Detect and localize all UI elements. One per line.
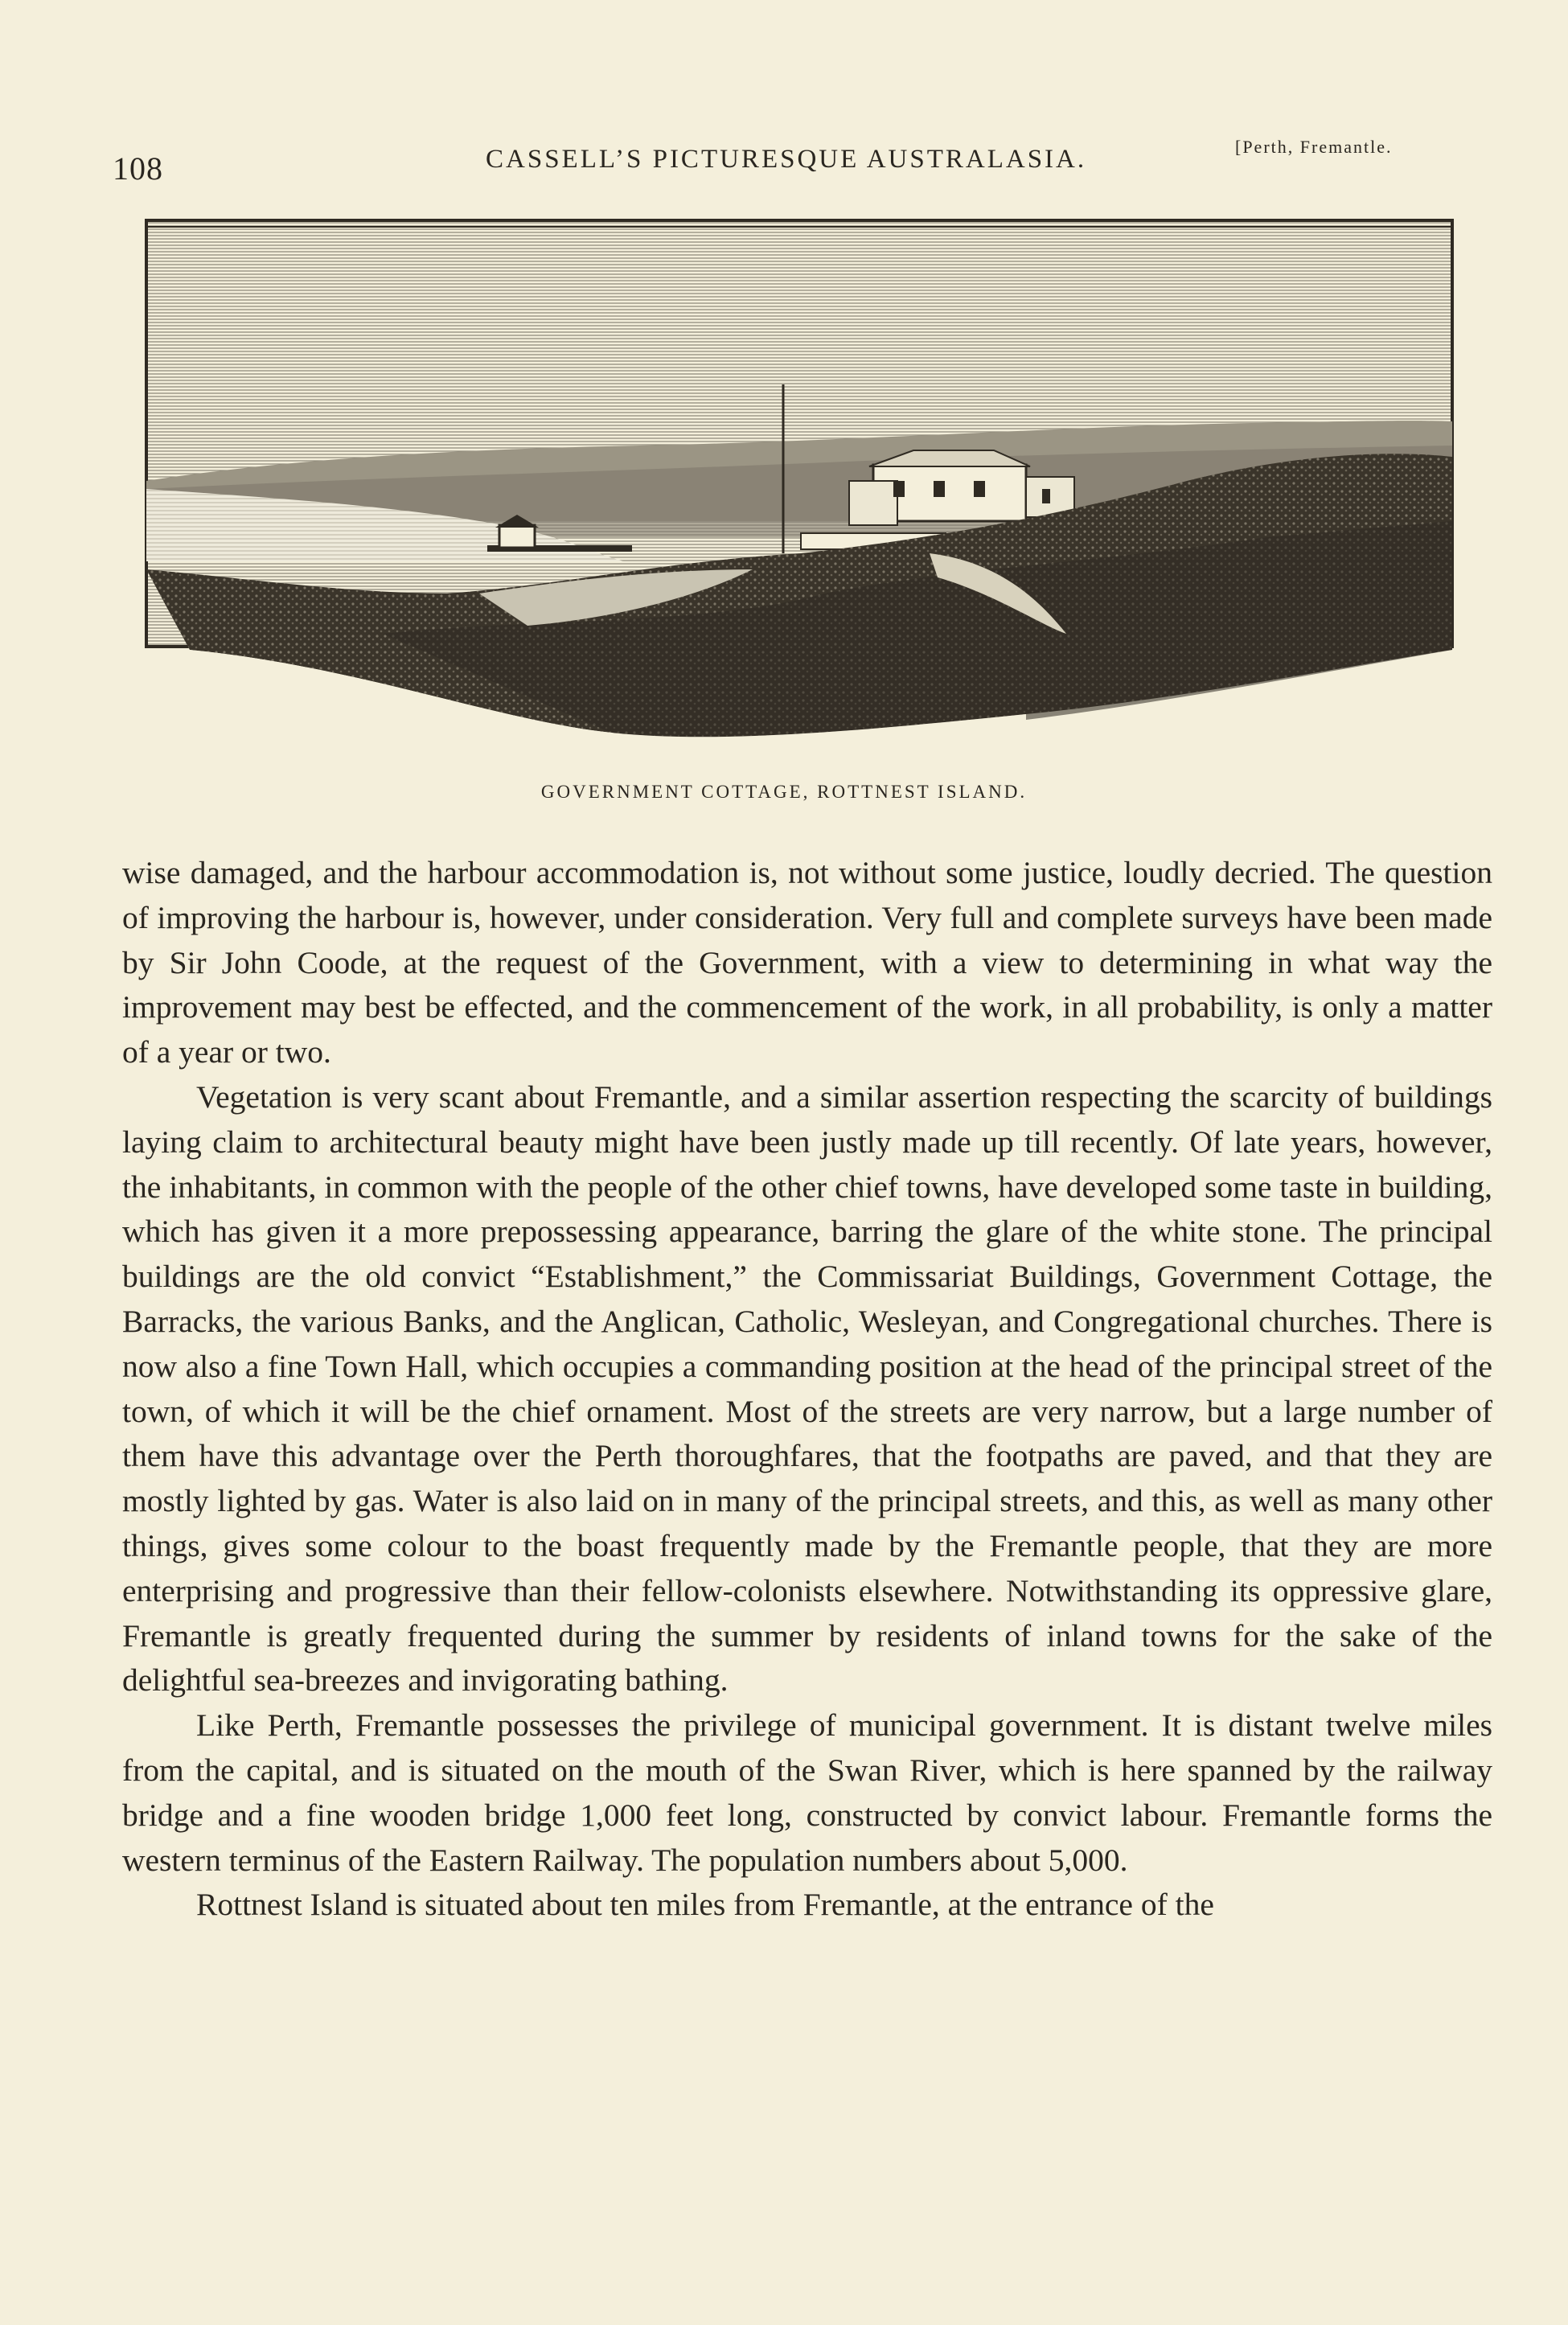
paragraph: Like Perth, Fremantle possesses the privilege of municipal government. It is distant twelve miles from the capital, and is situated on the mouth of the Swan River, which is here spanned by the railway bridge and a fine wooden bridge 1,000 feet long, constructed by convict labour. Fremantle forms the western terminus of the Eastern Railway. The population numbers about 5,000.	[122, 1707, 1492, 1878]
engraving-illustration	[142, 216, 1457, 770]
running-title: CASSELL’S PICTURESQUE AUSTRALASIA.	[486, 145, 1087, 174]
figure-caption: GOVERNMENT COTTAGE, ROTTNEST ISLAND.	[540, 782, 1028, 802]
paragraph: wise damaged, and the harbour accommodation is, not without some justice, loudly decried. The question of improving the harbour is, however, under consideration. Very full and complete surveys have been made by Sir John Coode, at the request of the Government, with a view to determining in what way the improvement may best be effected, and the commencement of the work, in all probability, is only a matter of a year or two.	[122, 855, 1492, 1070]
paragraph: Rottnest Island is situated about ten miles from Fremantle, at the entrance of the	[196, 1887, 1214, 1923]
page-number: 108	[113, 150, 163, 187]
engraving-artwork	[142, 216, 1457, 770]
body-text	[122, 851, 1492, 1928]
running-section: [Perth, Fremantle.	[1235, 137, 1393, 157]
paragraph: Vegetation is very scant about Fremantle, and a similar assertion respecting the scarcity of buildings laying claim to architectural beauty might have been justly made up till recently. Of late years, however, the inhabitants, in common with the people of the other chief towns, have developed some taste in building, which has given it a more prepossessing appearance, barring the glare of the white stone. The principal buildings are the old convict “Establishment,” the Commissariat Buildings, Government Cottage, the Barracks, the various Banks, and the Anglican, Catholic, Wesleyan, and Congregational churches. There is now also a fine Town Hall, which occupies a commanding position at the head of the principal street of the town, of which it will be the chief ornament. Most of the streets are very narrow, but a large number of them have this advantage over the Perth thoroughfares, that the footpaths are paved, and that they are mostly lighted by gas. Water is also laid on in many of the principal streets, and this, as well as many other things, gives some colour to the boast frequently made by the Fremantle people, that they are more enterprising and progressive than their fellow-colonists elsewhere. Notwithstanding its oppressive glare, Fremantle is greatly frequented during the summer by residents of inland towns for the sake of the delightful sea-breezes and invigorating bathing.	[122, 1078, 1492, 1699]
